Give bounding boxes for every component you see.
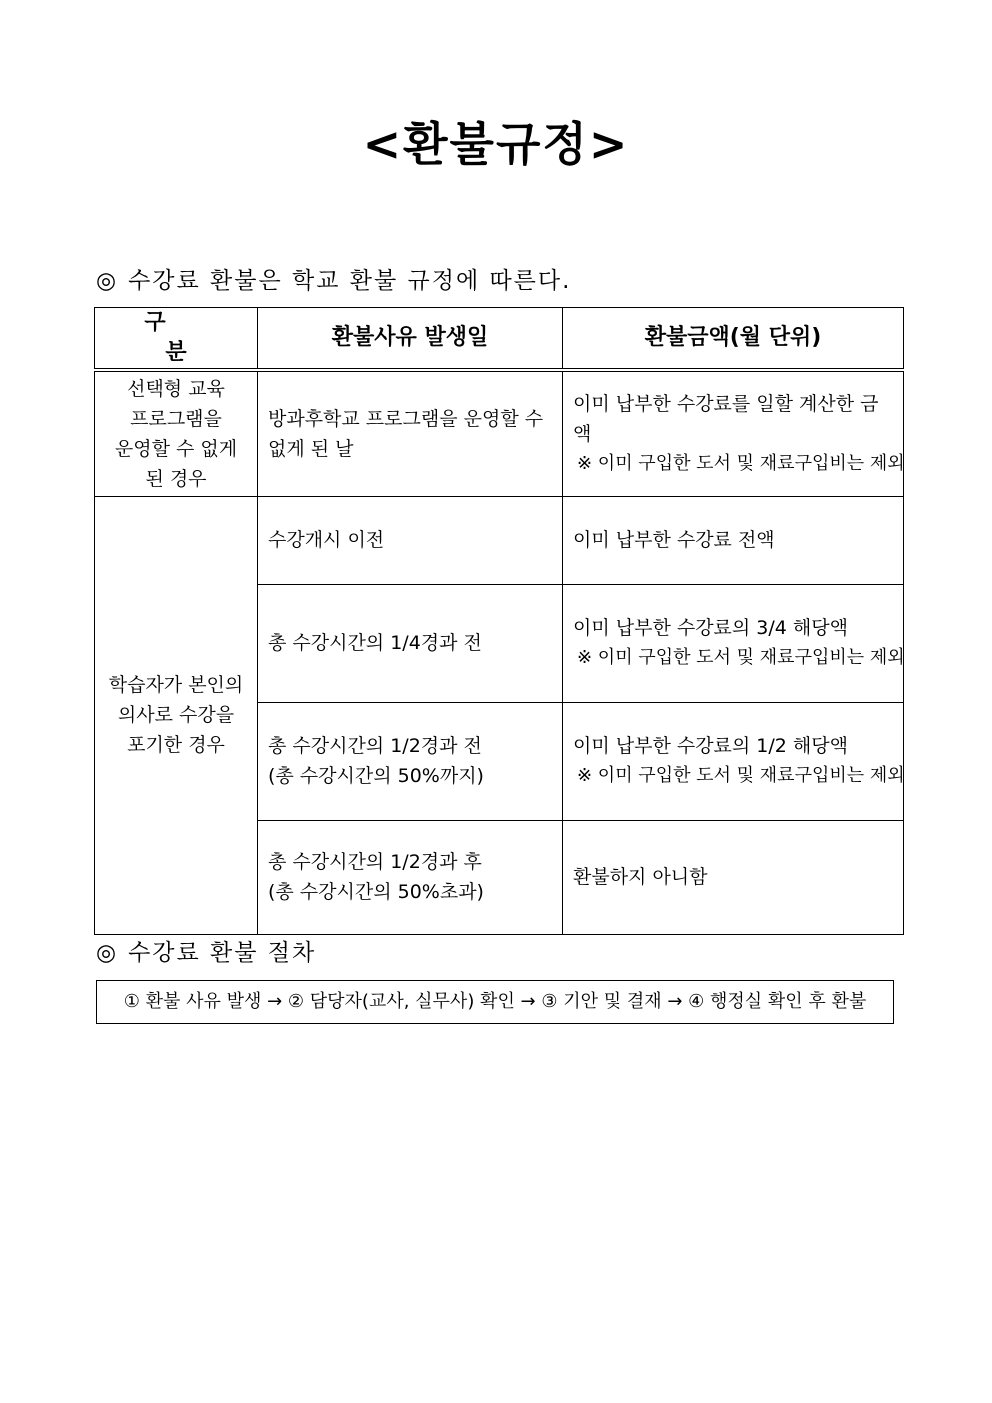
category-cell: 학습자가 본인의 의사로 수강을 포기한 경우 (95, 496, 258, 934)
category-cell: 선택형 교육 프로그램을 운영할 수 없게 된 경우 (95, 370, 258, 496)
page-title: <환불규정> (362, 117, 630, 171)
header-category: 구 분 (95, 308, 258, 371)
procedure-steps-box: ① 환불 사유 발생 → ② 담당자(교사, 실무사) 확인 → ③ 기안 및 결재 → ④ 행정실 확인 후 환불 (96, 980, 894, 1024)
exclusion-note: ※ 이미 구입한 도서 및 재료구입비는 제외 (577, 765, 905, 786)
reason-cell: 방과후학교 프로그램을 운영할 수 없게 된 날 (258, 370, 563, 496)
reason-cell: 수강개시 이전 (258, 496, 563, 584)
table-row (95, 496, 904, 584)
exclusion-note: ※ 이미 구입한 도서 및 재료구입비는 제외 (577, 647, 905, 668)
reason-cell: 총 수강시간의 1/2경과 전 (총 수강시간의 50%까지) (258, 702, 563, 820)
amount-cell: 환불하지 아니함 (563, 820, 904, 934)
table-row (95, 370, 904, 496)
header-amount: 환불금액(월 단위) (563, 308, 904, 371)
double-circle-icon: ◎ (96, 940, 119, 966)
amount-cell: 이미 납부한 수강료를 일할 계산한 금액 ※ 이미 구입한 도서 및 재료구입비는 제외 (563, 370, 904, 496)
policy-heading-text: 수강료 환불은 학교 환불 규정에 따른다. (128, 268, 572, 294)
amount-cell: 이미 납부한 수강료의 3/4 해당액 ※ 이미 구입한 도서 및 재료구입비는 제외 (563, 584, 904, 702)
procedure-heading-text: 수강료 환불 절차 (128, 940, 317, 966)
header-reason: 환불사유 발생일 (258, 308, 563, 371)
table-header-row (95, 308, 904, 371)
amount-cell: 이미 납부한 수강료 전액 (563, 496, 904, 584)
double-circle-icon: ◎ (96, 268, 119, 294)
reason-cell: 총 수강시간의 1/4경과 전 (258, 584, 563, 702)
reason-cell: 총 수강시간의 1/2경과 후 (총 수강시간의 50%초과) (258, 820, 563, 934)
procedure-heading (96, 934, 316, 967)
amount-cell: 이미 납부한 수강료의 1/2 해당액 ※ 이미 구입한 도서 및 재료구입비는 제외 (563, 702, 904, 820)
refund-table (94, 307, 904, 935)
policy-heading (96, 262, 571, 295)
exclusion-note: ※ 이미 구입한 도서 및 재료구입비는 제외 (577, 452, 905, 474)
